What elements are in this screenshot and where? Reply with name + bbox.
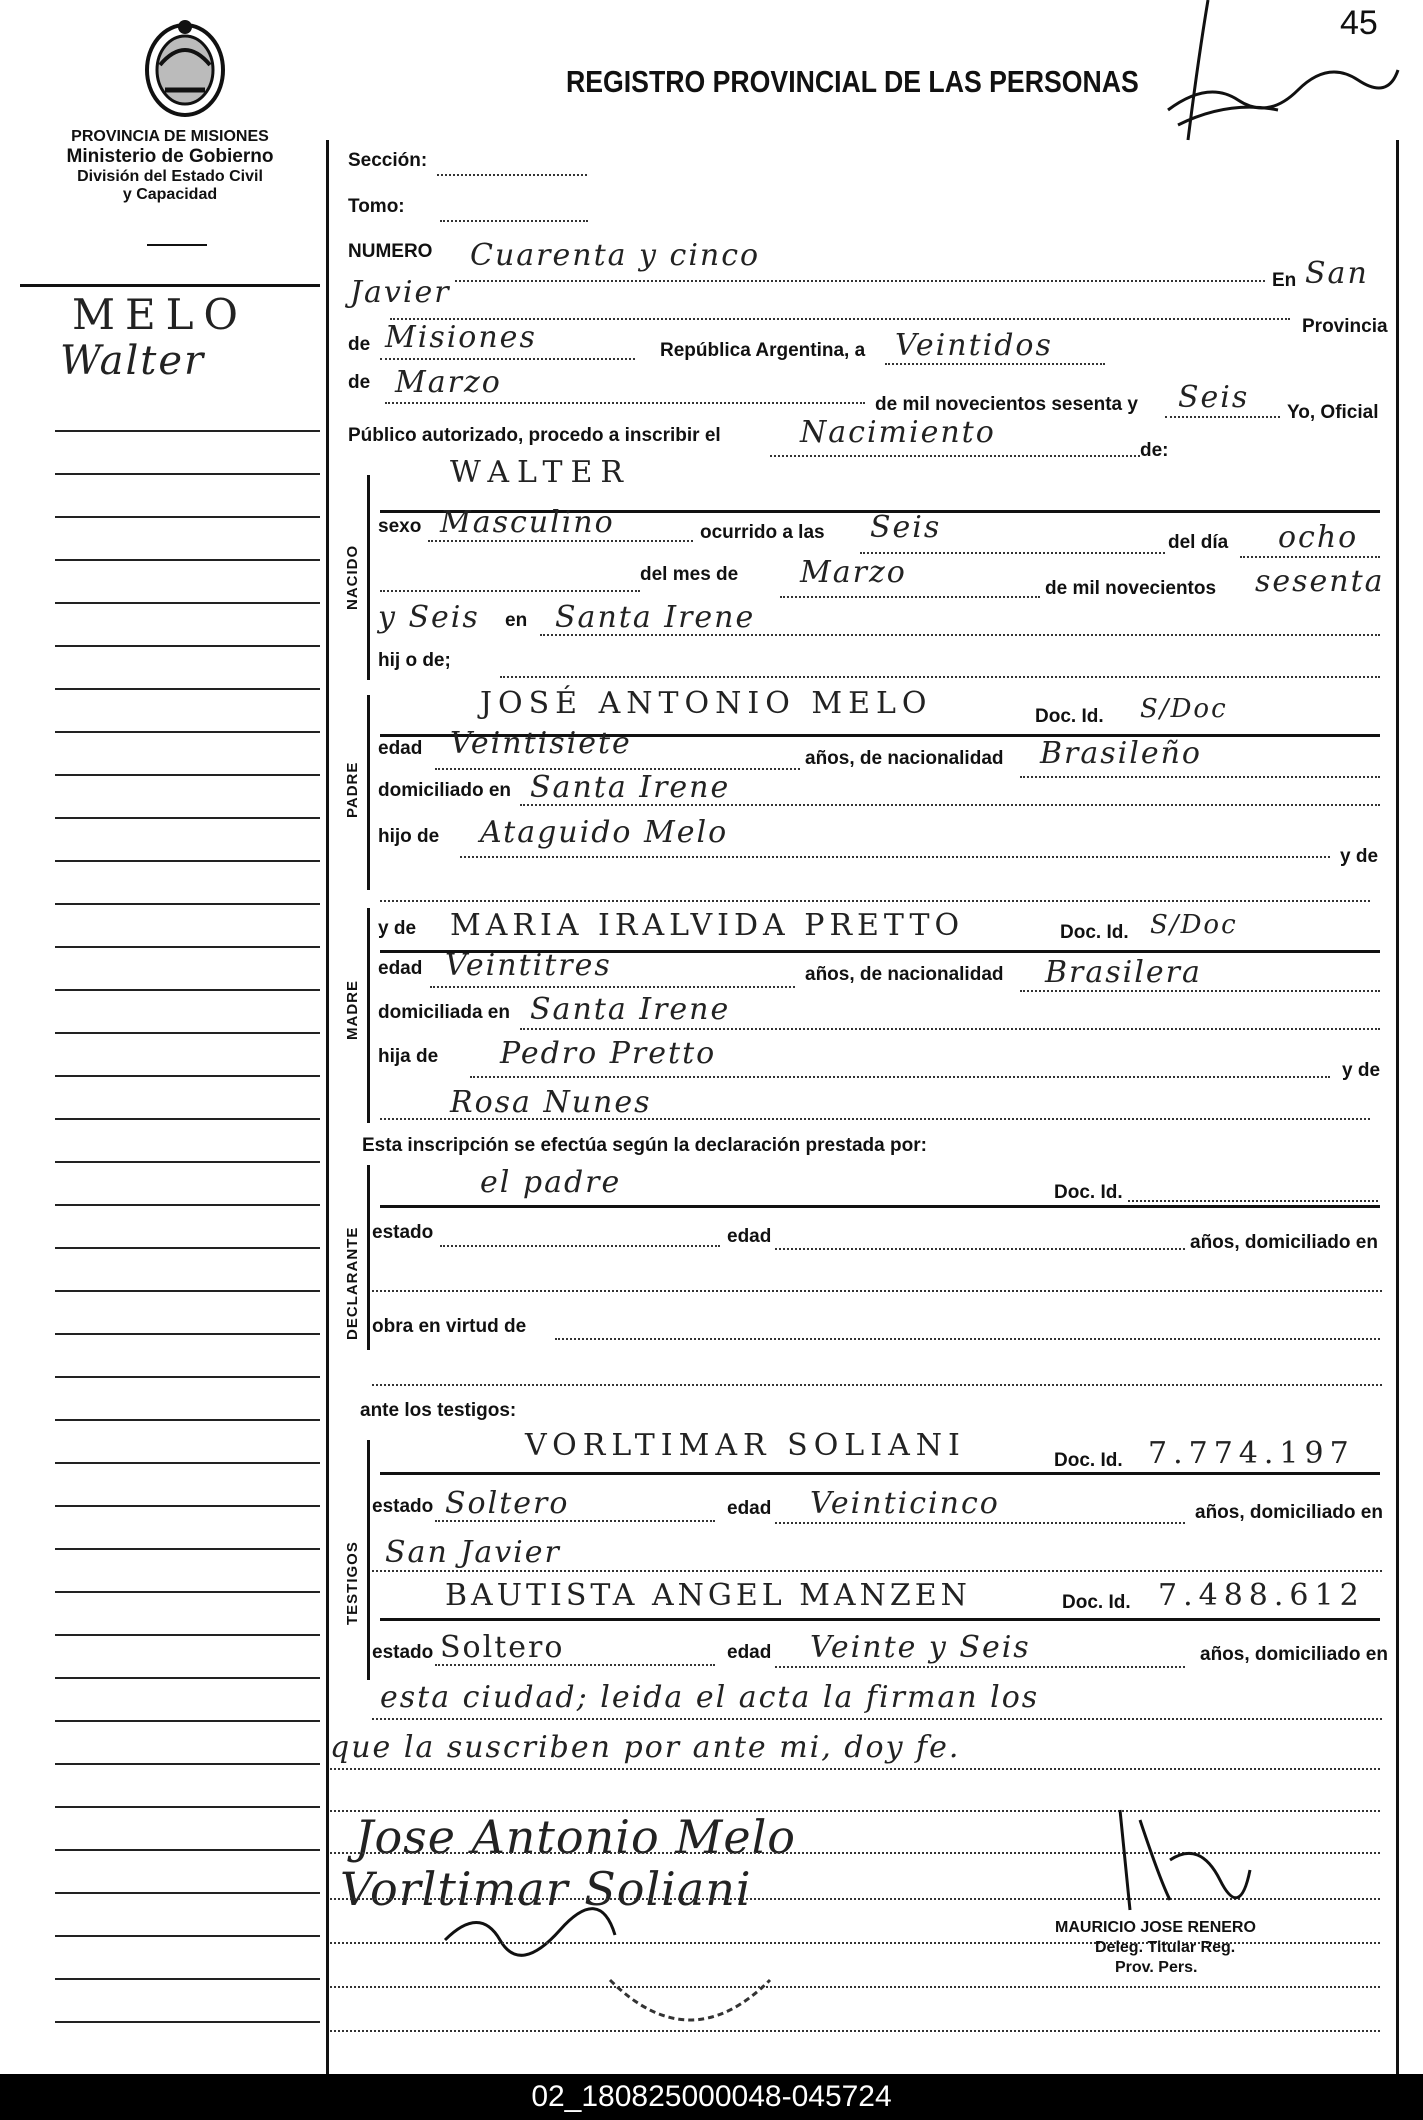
witness2-doc-value: 7.488.612 [1158, 1578, 1365, 1613]
margin-line [55, 1763, 320, 1765]
stamp-line-1: MAURICIO JOSE RENERO [1055, 1919, 1256, 1936]
margin-line [55, 1290, 320, 1292]
sexo-label: sexo [378, 516, 422, 537]
margin-line [55, 516, 320, 518]
madre-y-de-2: y de [1342, 1060, 1381, 1081]
numero-label: NUMERO [348, 241, 433, 262]
madre-nacionalidad-value: Brasilera [1045, 955, 1202, 990]
witness1-estado-value: Soltero [445, 1486, 570, 1521]
seal-stamp [600, 1960, 780, 2045]
signature-father: Jose Antonio Melo [355, 1810, 796, 1864]
witness1-anos-label: años, domiciliado en [1195, 1502, 1383, 1523]
coat-of-arms-emblem [140, 15, 230, 120]
declarante-doc-label: Doc. Id. [1054, 1182, 1123, 1203]
en-label: En [1272, 270, 1297, 291]
provincia-label: Provincia [1302, 316, 1388, 337]
padre-y-de: y de [1340, 846, 1379, 867]
margin-line [55, 559, 320, 561]
padre-hijo-label: hijo de [378, 826, 440, 847]
padre-hijo-value: Ataguido Melo [480, 815, 729, 850]
margin-given-name: Walter [60, 338, 206, 384]
margin-line [55, 946, 320, 948]
margin-line [55, 1118, 320, 1120]
del-dia-label: del día [1168, 532, 1229, 553]
yo-oficial-label: Yo, Oficial [1287, 402, 1379, 423]
padre-name: JOSÉ ANTONIO MELO [480, 686, 933, 721]
margin-line [55, 1978, 320, 1980]
mil-novecientos-label: de mil novecientos sesenta y [875, 394, 1138, 415]
place-value: Javier [350, 275, 451, 310]
padre-doc-label: Doc. Id. [1035, 706, 1104, 727]
margin-line [55, 688, 320, 690]
madre-domicilio-label: domiciliada en [378, 1002, 510, 1023]
margin-line [55, 1161, 320, 1163]
signature-scribble [440, 1900, 620, 1965]
margin-line [55, 1462, 320, 1464]
margin-line [55, 473, 320, 475]
year-value-b: y Seis [378, 600, 480, 635]
margin-top-rule [20, 284, 320, 287]
madre-doc-value: S/Doc [1150, 910, 1238, 940]
stamp-line-3: Prov. Pers. [1115, 1959, 1198, 1976]
publico-label: Público autorizado, procedo a inscribir el [348, 425, 721, 446]
nacido-name: WALTER [450, 455, 631, 490]
section-testigos-label: TESTIGOS [344, 1541, 361, 1625]
margin-line [55, 1247, 320, 1249]
margin-line [55, 1419, 320, 1421]
republica-label: República Argentina, a [660, 340, 866, 361]
padre-nacionalidad-label: años, de nacionalidad [805, 748, 1004, 769]
margin-line [55, 1333, 320, 1335]
dia-value: ocho [1278, 520, 1359, 555]
year-value: Seis [1178, 380, 1250, 415]
margin-line [55, 817, 320, 819]
witness1-name: VORLTIMAR SOLIANI [525, 1428, 966, 1463]
testigos-intro: ante los testigos: [360, 1400, 517, 1421]
lugar-value: Santa Irene [555, 600, 756, 635]
madre-domicilio-value: Santa Irene [530, 992, 731, 1027]
madre-name: MARIA IRALVIDA PRETTO [450, 908, 965, 943]
padre-nacionalidad-value: Brasileño [1040, 736, 1202, 771]
margin-line [55, 989, 320, 991]
de-colon: de: [1140, 440, 1169, 461]
en-value: San [1305, 256, 1369, 291]
hora-value: Seis [870, 510, 942, 545]
witness1-edad-value: Veinticinco [810, 1486, 1000, 1521]
office-province: PROVINCIA DE MISIONES [71, 128, 269, 145]
madre-edad-label: edad [378, 958, 423, 979]
madre-doc-label: Doc. Id. [1060, 922, 1129, 943]
witness1-domicilio-value: San Javier [385, 1535, 561, 1570]
witness1-edad-label: edad [727, 1498, 772, 1519]
seccion-label: Sección: [348, 150, 428, 171]
madre-madre-value: Rosa Nunes [450, 1085, 652, 1120]
margin-line [55, 1548, 320, 1550]
section-nacido-label: NACIDO [344, 544, 361, 610]
del-mes-label: del mes de [640, 564, 739, 585]
declarante-edad-label: edad [727, 1226, 772, 1247]
declarante-name: el padre [480, 1165, 622, 1200]
madre-nacionalidad-label: años, de nacionalidad [805, 964, 1004, 985]
margin-surname: MELO [72, 290, 248, 339]
margin-line [55, 1204, 320, 1206]
padre-edad-label: edad [378, 738, 423, 759]
section-declarante-label: DECLARANTE [344, 1226, 361, 1340]
notes-line-2: que la suscriben por ante mi, doy fe. [330, 1730, 961, 1765]
office-division: División del Estado Civil [77, 168, 263, 185]
margin-line [55, 1935, 320, 1937]
witness2-doc-label: Doc. Id. [1062, 1592, 1131, 1613]
en-label-nacido: en [505, 610, 528, 631]
margin-line [55, 1892, 320, 1894]
de-label: de [348, 334, 371, 355]
acto-value: Nacimiento [800, 415, 996, 450]
hijo-de-label: hij o de; [378, 650, 451, 671]
padre-edad-value: Veintisiete [450, 726, 632, 761]
margin-line [55, 860, 320, 862]
official-signature [1100, 1800, 1260, 1925]
margin-line [55, 1634, 320, 1636]
header-signature [1148, 0, 1408, 155]
padre-doc-value: S/Doc [1140, 694, 1228, 724]
margin-line [55, 903, 320, 905]
madre-hija-value: Pedro Pretto [500, 1036, 717, 1071]
margin-line [55, 774, 320, 776]
margin-line [55, 1720, 320, 1722]
witness2-estado-value: Soltero [440, 1630, 565, 1665]
witness2-estado-label: estado [372, 1642, 434, 1663]
declarante-intro: Esta inscripción se efectúa según la declaración prestada por: [362, 1135, 927, 1156]
province-value: Misiones [385, 320, 537, 355]
declarante-estado-label: estado [372, 1222, 434, 1243]
notes-line-1: esta ciudad; leida el acta la firman los [380, 1680, 1040, 1715]
year-value-a: sesenta [1255, 564, 1385, 599]
mes-value: Marzo [800, 555, 907, 590]
madre-y-de: y de [378, 918, 417, 939]
month-value: Marzo [395, 365, 502, 400]
page-title: REGISTRO PROVINCIAL DE LAS PERSONAS [566, 64, 1139, 99]
footer-id: 02_180825000048-045724 [531, 2080, 892, 2113]
tomo-label: Tomo: [348, 196, 405, 217]
page-number: 45 [1340, 4, 1378, 42]
witness2-edad-value: Veinte y Seis [810, 1630, 1031, 1665]
declarante-anos-label: años, domiciliado en [1190, 1232, 1378, 1253]
section-madre-label: MADRE [344, 980, 361, 1040]
margin-line [55, 1075, 320, 1077]
declarante-obra-label: obra en virtud de [372, 1316, 527, 1337]
section-padre-label: PADRE [344, 761, 361, 818]
margin-line [55, 602, 320, 604]
padre-domicilio-value: Santa Irene [530, 770, 731, 805]
witness2-name: BAUTISTA ANGEL MANZEN [445, 1578, 971, 1613]
margin-line [55, 1849, 320, 1851]
margin-line [55, 731, 320, 733]
stamp-line-2: Deleg. Titular Reg. [1095, 1939, 1236, 1956]
day-value: Veintidos [895, 328, 1053, 363]
margin-line [55, 1376, 320, 1378]
padre-domicilio-label: domiciliado en [378, 780, 512, 801]
mil-novecientos-label-2: de mil novecientos [1045, 578, 1217, 599]
margin-line [55, 1591, 320, 1593]
numero-value: Cuarenta y cinco [470, 238, 761, 273]
office-capacity: y Capacidad [122, 186, 218, 203]
margin-line [55, 430, 320, 432]
witness1-doc-value: 7.774.197 [1148, 1436, 1355, 1471]
witness1-doc-label: Doc. Id. [1054, 1450, 1123, 1471]
de-label-2: de [348, 372, 371, 393]
ocurrido-label: ocurrido a las [700, 522, 825, 543]
sexo-value: Masculino [440, 505, 615, 540]
margin-line [55, 1505, 320, 1507]
margin-line [55, 1806, 320, 1808]
office-ministry: Ministerio de Gobierno [66, 146, 274, 167]
margin-line [55, 645, 320, 647]
witness1-estado-label: estado [372, 1496, 434, 1517]
margin-line [55, 1032, 320, 1034]
divider [147, 244, 207, 246]
margin-line [55, 1677, 320, 1679]
witness2-edad-label: edad [727, 1642, 772, 1663]
margin-line [55, 2021, 320, 2023]
madre-hija-label: hija de [378, 1046, 439, 1067]
witness2-anos-label: años, domiciliado en [1200, 1644, 1388, 1665]
signature-witness: Vorltimar Soliani [340, 1862, 752, 1916]
madre-edad-value: Veintitres [445, 948, 612, 983]
